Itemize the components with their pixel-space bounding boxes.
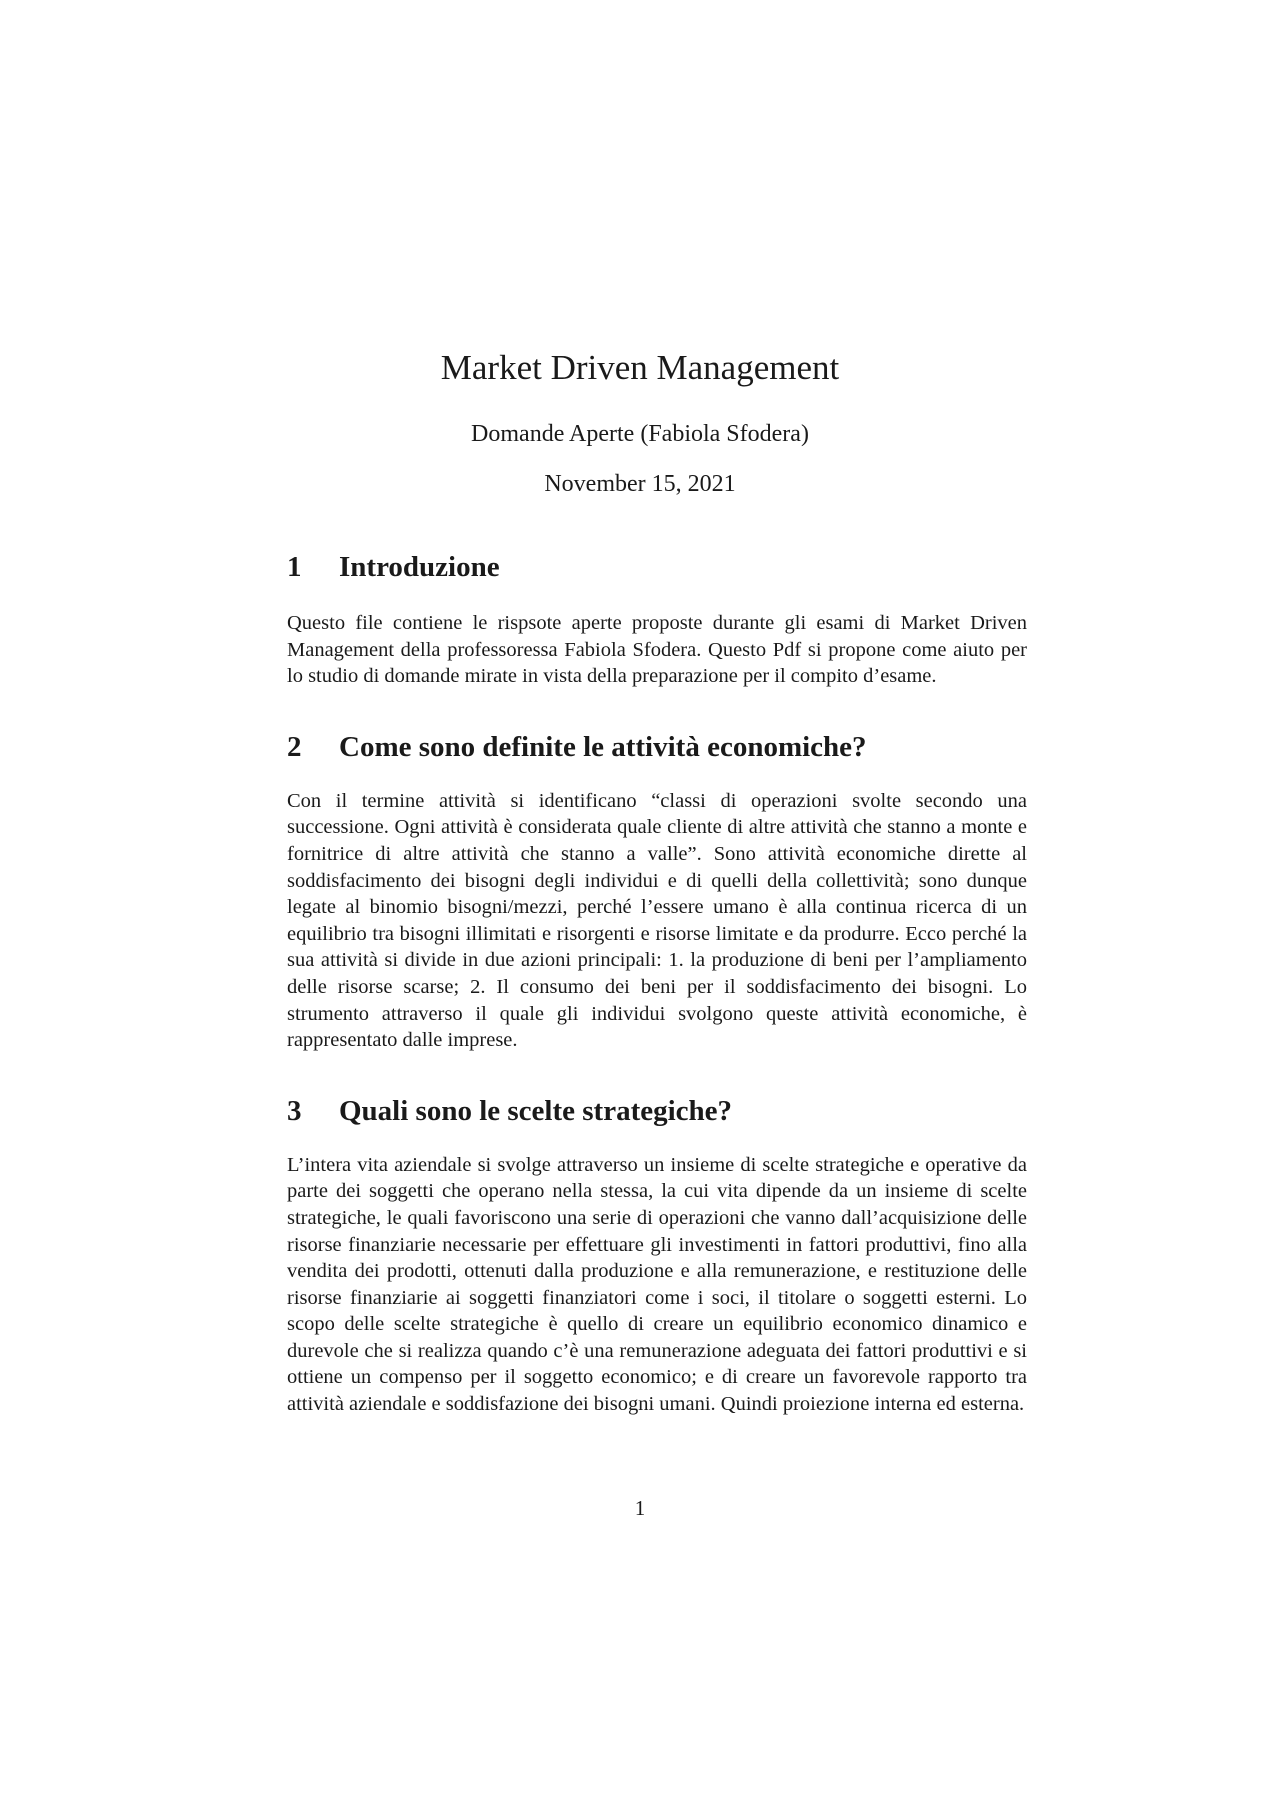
section-heading [287, 548, 1027, 586]
section-heading [287, 728, 1027, 766]
section-scelte-strategiche [287, 1092, 1027, 1418]
document-author: Domande Aperte (Fabiola Sfodera) [471, 421, 809, 447]
section-paragraph: Questo file contiene le rispsote aperte proposte durante gli esami di Market Driven Management della professoressa Fabiola Sfodera. Questo Pdf si propone come aiuto per lo studio di domande mirate in vista della preparazione per il compito d’esame. [287, 612, 1027, 688]
section-title: Quali sono le scelte strategiche? [339, 1094, 733, 1127]
section-number: 2 [287, 730, 302, 763]
document-body [287, 548, 1027, 1418]
section-title: Introduzione [339, 551, 500, 583]
section-heading [287, 1092, 1027, 1130]
section-paragraph: L’intera vita aziendale si svolge attraverso un insieme di scelte strategiche e operative da parte dei soggetti che operano nella stessa, la cui vita dipende da un insieme di scelte strategiche, le quali favoriscono una serie di operazioni che vanno dall’acquisizione delle risorse finanziarie necessarie per effettuare gli investimenti in fattori produttivi, fino alla vendita dei prodotti, ottenuti dalla produzione e alla remunerazione, e restituzione delle risorse finanziarie ai soggetti finanziatori come i soci, il titolare o soggetti esterni. Lo scopo delle scelte strategiche è quello di creare un equilibrio economico dinamico e durevole che si realizza quando c’è una remunerazione adeguata dei fattori produttivi e si ottiene un compenso per il soggetto economico; e di creare un favorevole rapporto tra attività aziendale e soddisfazione dei bisogni umani. Quindi proiezione interna ed esterna. [287, 1153, 1027, 1416]
document-date: November 15, 2021 [544, 471, 736, 497]
section-attivita-economiche [287, 728, 1027, 1054]
section-title: Come sono definite le attività economiche? [339, 730, 867, 763]
page-number: 1 [634, 1496, 646, 1520]
section-number: 3 [287, 1094, 302, 1127]
document-title: Market Driven Management [440, 348, 840, 387]
section-paragraph: Con il termine attività si identificano “classi di operazioni svolte secondo una successione. Ogni attività è considerata quale cliente di altre attività che stanno a monte e fornitrice di altre attività che stanno a valle”. Sono attività economiche dirette al soddisfacimento dei bisogni degli individui e di quelli della collettività; sono dunque legate al binomio bisogni/mezzi, perché l’essere umano è alla continua ricerca di un equilibrio tra bisogni illimitati e risorgenti e risorse limitate e da produrre. Ecco perché la sua attività si divide in due azioni principali: 1. la produzione di beni per l’ampliamento delle risorse scarse; 2. Il consumo dei beni per il soddisfacimento dei bisogni. Lo strumento attraverso il quale gli individui svolgono queste attività economiche, è rappresentato dalle imprese. [287, 789, 1027, 1052]
section-introduzione [287, 548, 1027, 690]
section-number: 1 [287, 551, 302, 583]
